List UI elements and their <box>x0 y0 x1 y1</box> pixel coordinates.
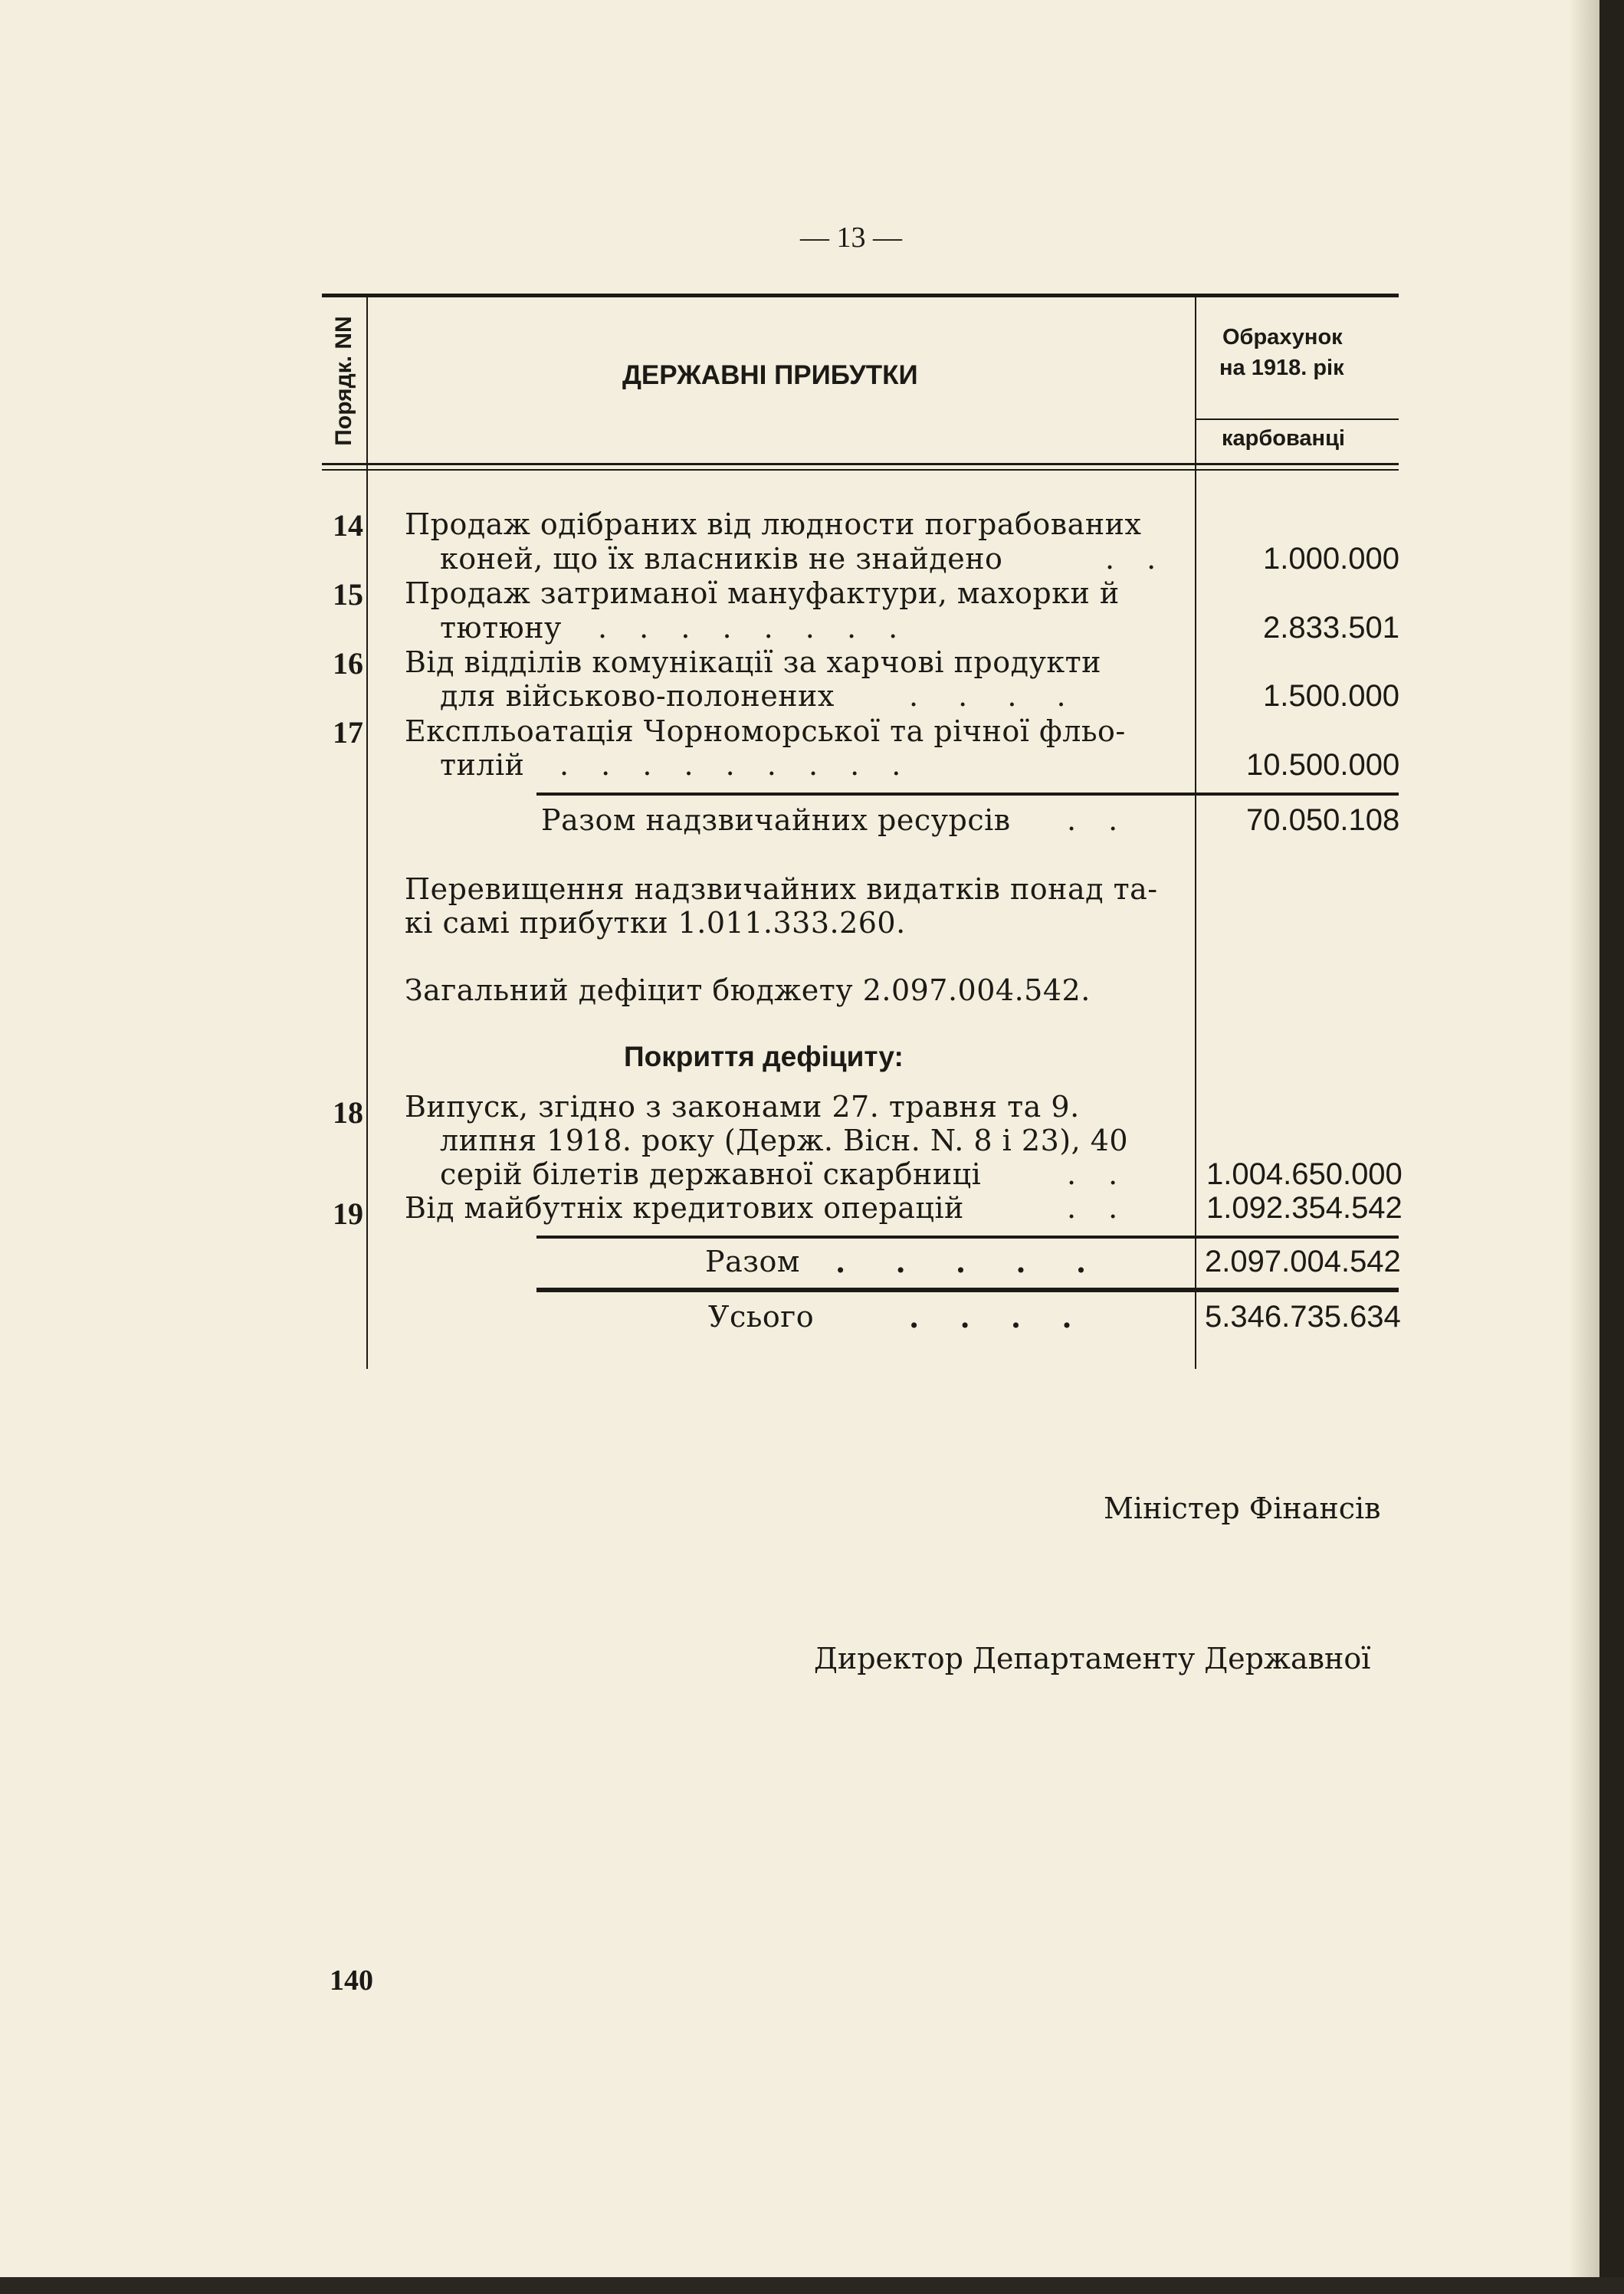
header-bottom-rule <box>322 463 1399 465</box>
total-amount: 2.097.004.542 <box>1205 1245 1401 1278</box>
table-top-rule <box>322 294 1399 297</box>
row-leader-dots: . . . . <box>909 679 1066 713</box>
row-leader-dots: . . <box>1067 1191 1118 1225</box>
row-amount: 1.500.000 <box>1263 679 1399 713</box>
signature-minister: Міністер Фінансів <box>1104 1492 1381 1525</box>
header-unit: карбованці <box>1222 426 1345 451</box>
col-divider-right <box>1195 296 1196 1369</box>
subtotal-label: Разом надзвичайних ресурсів <box>541 803 1011 837</box>
row-leader-dots: . . <box>1105 542 1156 576</box>
row-amount: 1.004.650.000 <box>1206 1157 1403 1191</box>
row-number: 14 <box>333 508 363 543</box>
row-text-line1: Від майбутніх кредитових операцій <box>405 1191 964 1225</box>
deficit-note: Загальний дефіцит бюджету 2.097.004.542. <box>405 973 1091 1007</box>
row-leader-dots: . . <box>1067 1157 1118 1191</box>
row-leader-dots: . . . . . . . . . <box>559 748 901 782</box>
coverage-heading: Покриття дефіциту: <box>624 1041 904 1072</box>
row-text-line2: липня 1918. року (Держ. Вісн. N. 8 і 23), 40 <box>440 1124 1129 1157</box>
row-text-line1: Від відділів комунікації за харчові продукти <box>405 645 1101 679</box>
row-text-line1: Продаж затриманої мануфактури, махорки й <box>405 576 1120 610</box>
page-edge <box>1599 0 1624 2294</box>
subtotal-rule <box>536 793 1399 796</box>
row-text-line2: тютюну <box>440 611 562 645</box>
row-text-line1: Випуск, згідно з законами 27. травня та 9. <box>405 1090 1080 1124</box>
row-amount: 1.000.000 <box>1263 542 1399 576</box>
page-edge-bottom <box>0 2277 1624 2294</box>
row-leader-dots: . . . . . . . . <box>598 611 898 645</box>
grand-total-amount: 5.346.735.634 <box>1205 1300 1401 1334</box>
total-leader-dots: . . . . . <box>835 1245 1087 1279</box>
row-text-line3: серій білетів державної скарбниці <box>440 1157 982 1191</box>
row-text-line2: тилій <box>440 748 525 782</box>
row-number: 18 <box>333 1095 363 1130</box>
grand-total-rule <box>536 1288 1399 1292</box>
grand-total-label: Усього <box>708 1300 815 1334</box>
row-number: 17 <box>333 715 363 750</box>
row-amount: 2.833.501 <box>1263 611 1399 645</box>
header-title: ДЕРЖАВНІ ПРИБУТКИ <box>622 360 918 390</box>
row-number: 15 <box>333 577 363 612</box>
page-number: — 13 — <box>800 222 902 254</box>
total-rule <box>536 1236 1399 1239</box>
header-col-number <box>322 300 366 461</box>
grand-total-leader-dots: . . . . <box>909 1300 1072 1334</box>
row-text-line2: коней, що їх власників не знайдено <box>440 542 1003 576</box>
subtotal-leader-dots: . . <box>1067 803 1118 837</box>
row-number: 16 <box>333 646 363 681</box>
row-amount: 1.092.354.542 <box>1206 1191 1403 1225</box>
row-text-line1: Продаж одібраних від людности пограбованих <box>405 507 1142 541</box>
subtotal-amount: 70.050.108 <box>1246 803 1400 837</box>
col-divider-left <box>366 296 368 1369</box>
header-col-number-label: Порядк. NN <box>331 316 356 446</box>
page-shadow <box>1569 0 1599 2294</box>
footer-page-number: 140 <box>330 1964 373 1997</box>
row-number: 19 <box>333 1196 363 1231</box>
excess-note-line1: Перевищення надзвичайних видатків понад та- <box>405 872 1158 906</box>
signature-director: Директор Департаменту Державної <box>814 1642 1371 1675</box>
row-text-line1: Експльоатація Чорноморської та річної фльо- <box>405 714 1126 748</box>
total-label: Разом <box>705 1245 800 1278</box>
header-amount-line1: Обрахунок <box>1222 325 1343 350</box>
row-amount: 10.500.000 <box>1246 748 1400 782</box>
header-amount-line2: на 1918. рік <box>1219 356 1344 380</box>
excess-note-line2: кі самі прибутки 1.011.333.260. <box>405 906 906 940</box>
unit-rule <box>1196 418 1399 420</box>
header-bottom-rule-2 <box>322 469 1399 471</box>
row-text-line2: для військово-полонених <box>440 679 835 713</box>
